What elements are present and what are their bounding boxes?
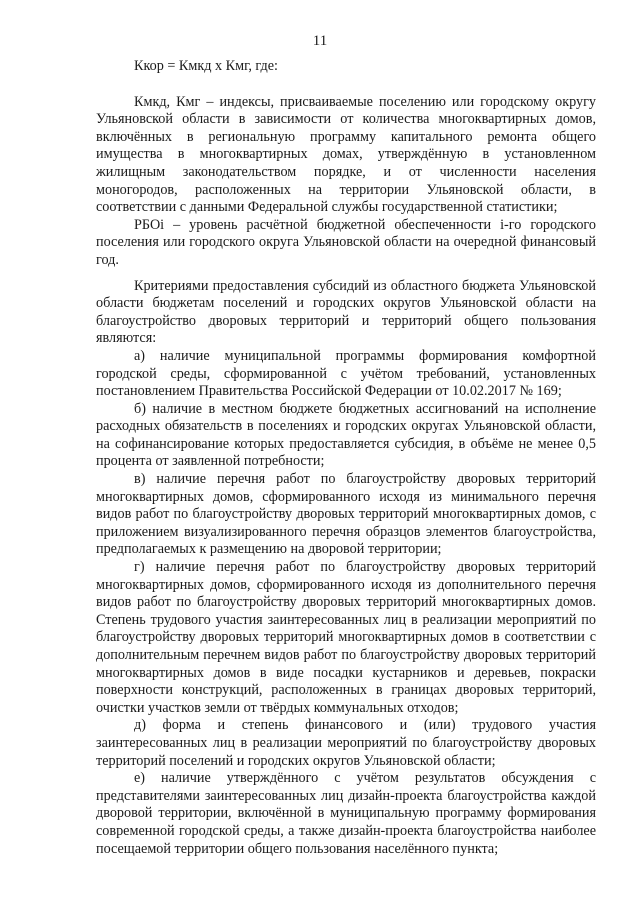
paragraph-rbo-definition: РБОi – уровень расчётной бюджетной обеспеченности i-го городского поселения или городского округа Ульяновской области на очередной финансовый год. — [96, 216, 596, 268]
document-body — [96, 58, 596, 858]
formula-line: Ккор = Кмкд х Кмг, где: — [134, 58, 278, 74]
criterion-b: б) наличие в местном бюджете бюджетных ассигнований на исполнение расходных обязательств в поселениях и городских округах Ульяновской области, на софинансирование которых предоставляется субсидия, в объёме не менее 0,5 процента от заявленной потребности; — [96, 400, 596, 470]
page-number: 11 — [312, 33, 328, 49]
criterion-g: г) наличие перечня работ по благоустройству дворовых территорий многоквартирных домов, сформированного исходя из дополнительного перечня видов работ по благоустройству дворовых территорий многоквартирных домов. Степень трудового участия заинтересованных лиц в реализации мероприятий по благоустройству дворовых территорий многоквартирных домов в соответствии с дополнительным перечнем видов работ по благоустройству дворовых территорий многоквартирных домов в виде посадки кустарников и деревьев, покраски поверхности конструкций, расположенных в границах дворовых территорий, очистки участков земли от твёрдых коммунальных отходов; — [96, 559, 596, 716]
paragraph-index-definition: Кмкд, Кмг – индексы, присваиваемые поселению или городскому округу Ульяновской области в зависимости от количества многоквартирных домов, включённых в региональную программу капитального ремонта общего имущества в многоквартирных домах, утверждённую в установленном жилищным законодательством порядке, и от численности населения моногородов, расположенных на территории Ульяновской области, в соответствии с данными Федеральной службы государственной статистики; — [96, 93, 596, 216]
criterion-a: а) наличие муниципальной программы формирования комфортной городской среды, сформированной с учётом требований, установленных постановлением Правительства Российской Федерации от 10.02.2017 № 169; — [96, 347, 596, 400]
paragraph-criteria-intro: Критериями предоставления субсидий из областного бюджета Ульяновской области бюджетам поселений и городских округов Ульяновской области на благоустройство дворовых территорий и территорий общего пользования являются: — [96, 277, 596, 347]
criterion-d: д) форма и степень финансового и (или) трудового участия заинтересованных лиц в реализации мероприятий по благоустройству дворовых территорий поселений и городских округов Ульяновской области; — [96, 717, 596, 769]
criterion-v: в) наличие перечня работ по благоустройству дворовых территорий многоквартирных домов, сформированного исходя из минимального перечня видов работ по благоустройству дворовых территорий многоквартирных домов, с приложением визуализированного перечня образцов элементов благоустройства, предполагаемых к размещению на дворовой территории; — [96, 471, 596, 558]
criterion-e: е) наличие утверждённого с учётом результатов обсуждения с представителями заинтересованных лиц дизайн-проекта благоустройства каждой дворовой территории, включённой в муниципальную программу формирования современной городской среды, а также дизайн-проекта благоустройства наиболее посещаемой территории общего пользования населённого пункта; — [96, 770, 596, 857]
